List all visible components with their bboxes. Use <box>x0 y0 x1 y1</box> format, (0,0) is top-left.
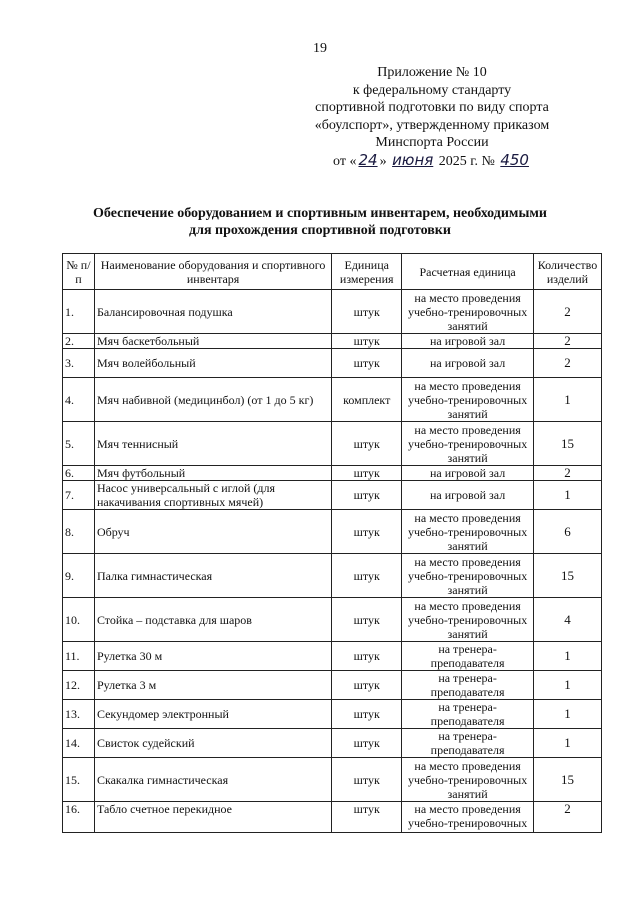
cell-calc: на игровой зал <box>402 481 534 510</box>
cell-qty: 1 <box>533 729 601 758</box>
table-row <box>63 422 602 466</box>
cell-num: 3. <box>63 349 95 378</box>
appendix-line: к федеральному стандарту <box>352 82 512 98</box>
table-row <box>63 334 602 349</box>
cell-qty: 1 <box>533 642 601 671</box>
cell-qty: 15 <box>533 422 601 466</box>
cell-num: 11. <box>63 642 95 671</box>
cell-unit: штук <box>332 671 402 700</box>
table-header-row <box>63 254 602 290</box>
cell-name: Свисток судейский <box>94 729 331 758</box>
cell-calc: на игровой зал <box>402 466 534 481</box>
header-qty: Количество изделий <box>533 254 601 290</box>
cell-qty: 15 <box>533 554 601 598</box>
cell-name: Насос универсальный с иглой (для накачивания спортивных мячей) <box>94 481 331 510</box>
cell-qty: 2 <box>533 290 601 334</box>
order-date-line <box>282 152 582 171</box>
cell-qty: 2 <box>533 334 601 349</box>
table-row <box>63 758 602 802</box>
cell-name: Мяч теннисный <box>94 422 331 466</box>
cell-num: 13. <box>63 700 95 729</box>
handwritten-day: 24 <box>358 150 378 169</box>
cell-calc: на тренера-преподавателя <box>402 671 534 700</box>
cell-num: 1. <box>63 290 95 334</box>
table-row <box>63 598 602 642</box>
cell-unit: штук <box>332 802 402 833</box>
cell-calc: на место проведения учебно-тренировочных занятий <box>402 758 534 802</box>
equipment-table <box>62 253 602 833</box>
appendix-line: Минспорта России <box>375 135 489 150</box>
cell-num: 15. <box>63 758 95 802</box>
cell-unit: штук <box>332 642 402 671</box>
cell-calc: на место проведения учебно-тренировочных занятий <box>402 510 534 554</box>
date-prefix: от « <box>333 153 357 169</box>
cell-unit: штук <box>332 554 402 598</box>
cell-unit: штук <box>332 510 402 554</box>
table-row <box>63 671 602 700</box>
handwritten-order-number: 450 <box>500 150 529 169</box>
cell-qty: 2 <box>533 466 601 481</box>
header-num: № п/п <box>63 254 95 290</box>
cell-qty: 15 <box>533 758 601 802</box>
cell-qty: 1 <box>533 481 601 510</box>
cell-name: Мяч волейбольный <box>94 349 331 378</box>
cell-name: Рулетка 3 м <box>94 671 331 700</box>
cell-num: 14. <box>63 729 95 758</box>
cell-calc: на место проведения учебно-тренировочных занятий <box>402 378 534 422</box>
cell-name: Секундомер электронный <box>94 700 331 729</box>
cell-name: Балансировочная подушка <box>94 290 331 334</box>
appendix-line: «боулспорт», утвержденному приказом <box>314 117 550 133</box>
cell-unit: штук <box>332 700 402 729</box>
table-row <box>63 481 602 510</box>
year-text: 2025 г. № <box>438 153 495 169</box>
cell-unit: штук <box>332 349 402 378</box>
cell-unit: комплект <box>332 378 402 422</box>
cell-calc: на тренера-преподавателя <box>402 700 534 729</box>
cell-qty: 4 <box>533 598 601 642</box>
cell-unit: штук <box>332 598 402 642</box>
table-row <box>63 378 602 422</box>
table-row <box>63 349 602 378</box>
cell-calc: на место проведения учебно-тренировочных занятий <box>402 422 534 466</box>
appendix-title: Приложение № 10 <box>377 65 487 80</box>
header-unit: Единица измерения <box>332 254 402 290</box>
cell-calc: на тренера-преподавателя <box>402 642 534 671</box>
cell-name: Стойка – подставка для шаров <box>94 598 331 642</box>
cell-calc: на игровой зал <box>402 349 534 378</box>
cell-calc: на место проведения учебно-тренировочных <box>402 802 534 833</box>
cell-name: Мяч набивной (медицинбол) (от 1 до 5 кг) <box>94 378 331 422</box>
appendix-block <box>282 64 582 170</box>
cell-num: 16. <box>63 802 95 833</box>
header-name: Наименование оборудования и спортивного инвентаря <box>94 254 331 290</box>
cell-qty: 6 <box>533 510 601 554</box>
cell-qty: 2 <box>533 349 601 378</box>
cell-unit: штук <box>332 466 402 481</box>
cell-num: 2. <box>63 334 95 349</box>
cell-num: 7. <box>63 481 95 510</box>
table-row <box>63 290 602 334</box>
cell-qty: 1 <box>533 671 601 700</box>
cell-qty: 2 <box>533 802 601 833</box>
cell-name: Табло счетное перекидное <box>94 802 331 833</box>
cell-qty: 1 <box>533 700 601 729</box>
table-row <box>63 510 602 554</box>
cell-num: 9. <box>63 554 95 598</box>
cell-name: Обруч <box>94 510 331 554</box>
handwritten-month: июня <box>392 150 434 169</box>
cell-num: 12. <box>63 671 95 700</box>
cell-qty: 1 <box>533 378 601 422</box>
cell-calc: на место проведения учебно-тренировочных занятий <box>402 554 534 598</box>
cell-num: 8. <box>63 510 95 554</box>
cell-name: Скакалка гимнастическая <box>94 758 331 802</box>
cell-unit: штук <box>332 290 402 334</box>
table-row <box>63 642 602 671</box>
heading-line: для прохождения спортивной подготовки <box>189 223 451 238</box>
table-row <box>63 466 602 481</box>
cell-calc: на тренера-преподавателя <box>402 729 534 758</box>
table-row <box>63 554 602 598</box>
page-number: 19 <box>313 41 327 56</box>
cell-unit: штук <box>332 481 402 510</box>
cell-name: Рулетка 30 м <box>94 642 331 671</box>
section-heading <box>0 205 640 239</box>
table-row <box>63 700 602 729</box>
cell-calc: на игровой зал <box>402 334 534 349</box>
cell-num: 6. <box>63 466 95 481</box>
cell-unit: штук <box>332 758 402 802</box>
cell-num: 4. <box>63 378 95 422</box>
table-row <box>63 802 602 833</box>
cell-num: 5. <box>63 422 95 466</box>
date-mid: » <box>379 153 387 169</box>
cell-unit: штук <box>332 422 402 466</box>
heading-line: Обеспечение оборудованием и спортивным инвентарем, необходимыми <box>93 206 547 221</box>
cell-num: 10. <box>63 598 95 642</box>
cell-calc: на место проведения учебно-тренировочных занятий <box>402 598 534 642</box>
cell-calc: на место проведения учебно-тренировочных занятий <box>402 290 534 334</box>
cell-unit: штук <box>332 334 402 349</box>
table-row <box>63 729 602 758</box>
header-calc: Расчетная единица <box>402 254 534 290</box>
cell-unit: штук <box>332 729 402 758</box>
cell-name: Мяч баскетбольный <box>94 334 331 349</box>
appendix-line: спортивной подготовки по виду спорта <box>315 100 549 115</box>
cell-name: Палка гимнастическая <box>94 554 331 598</box>
cell-name: Мяч футбольный <box>94 466 331 481</box>
